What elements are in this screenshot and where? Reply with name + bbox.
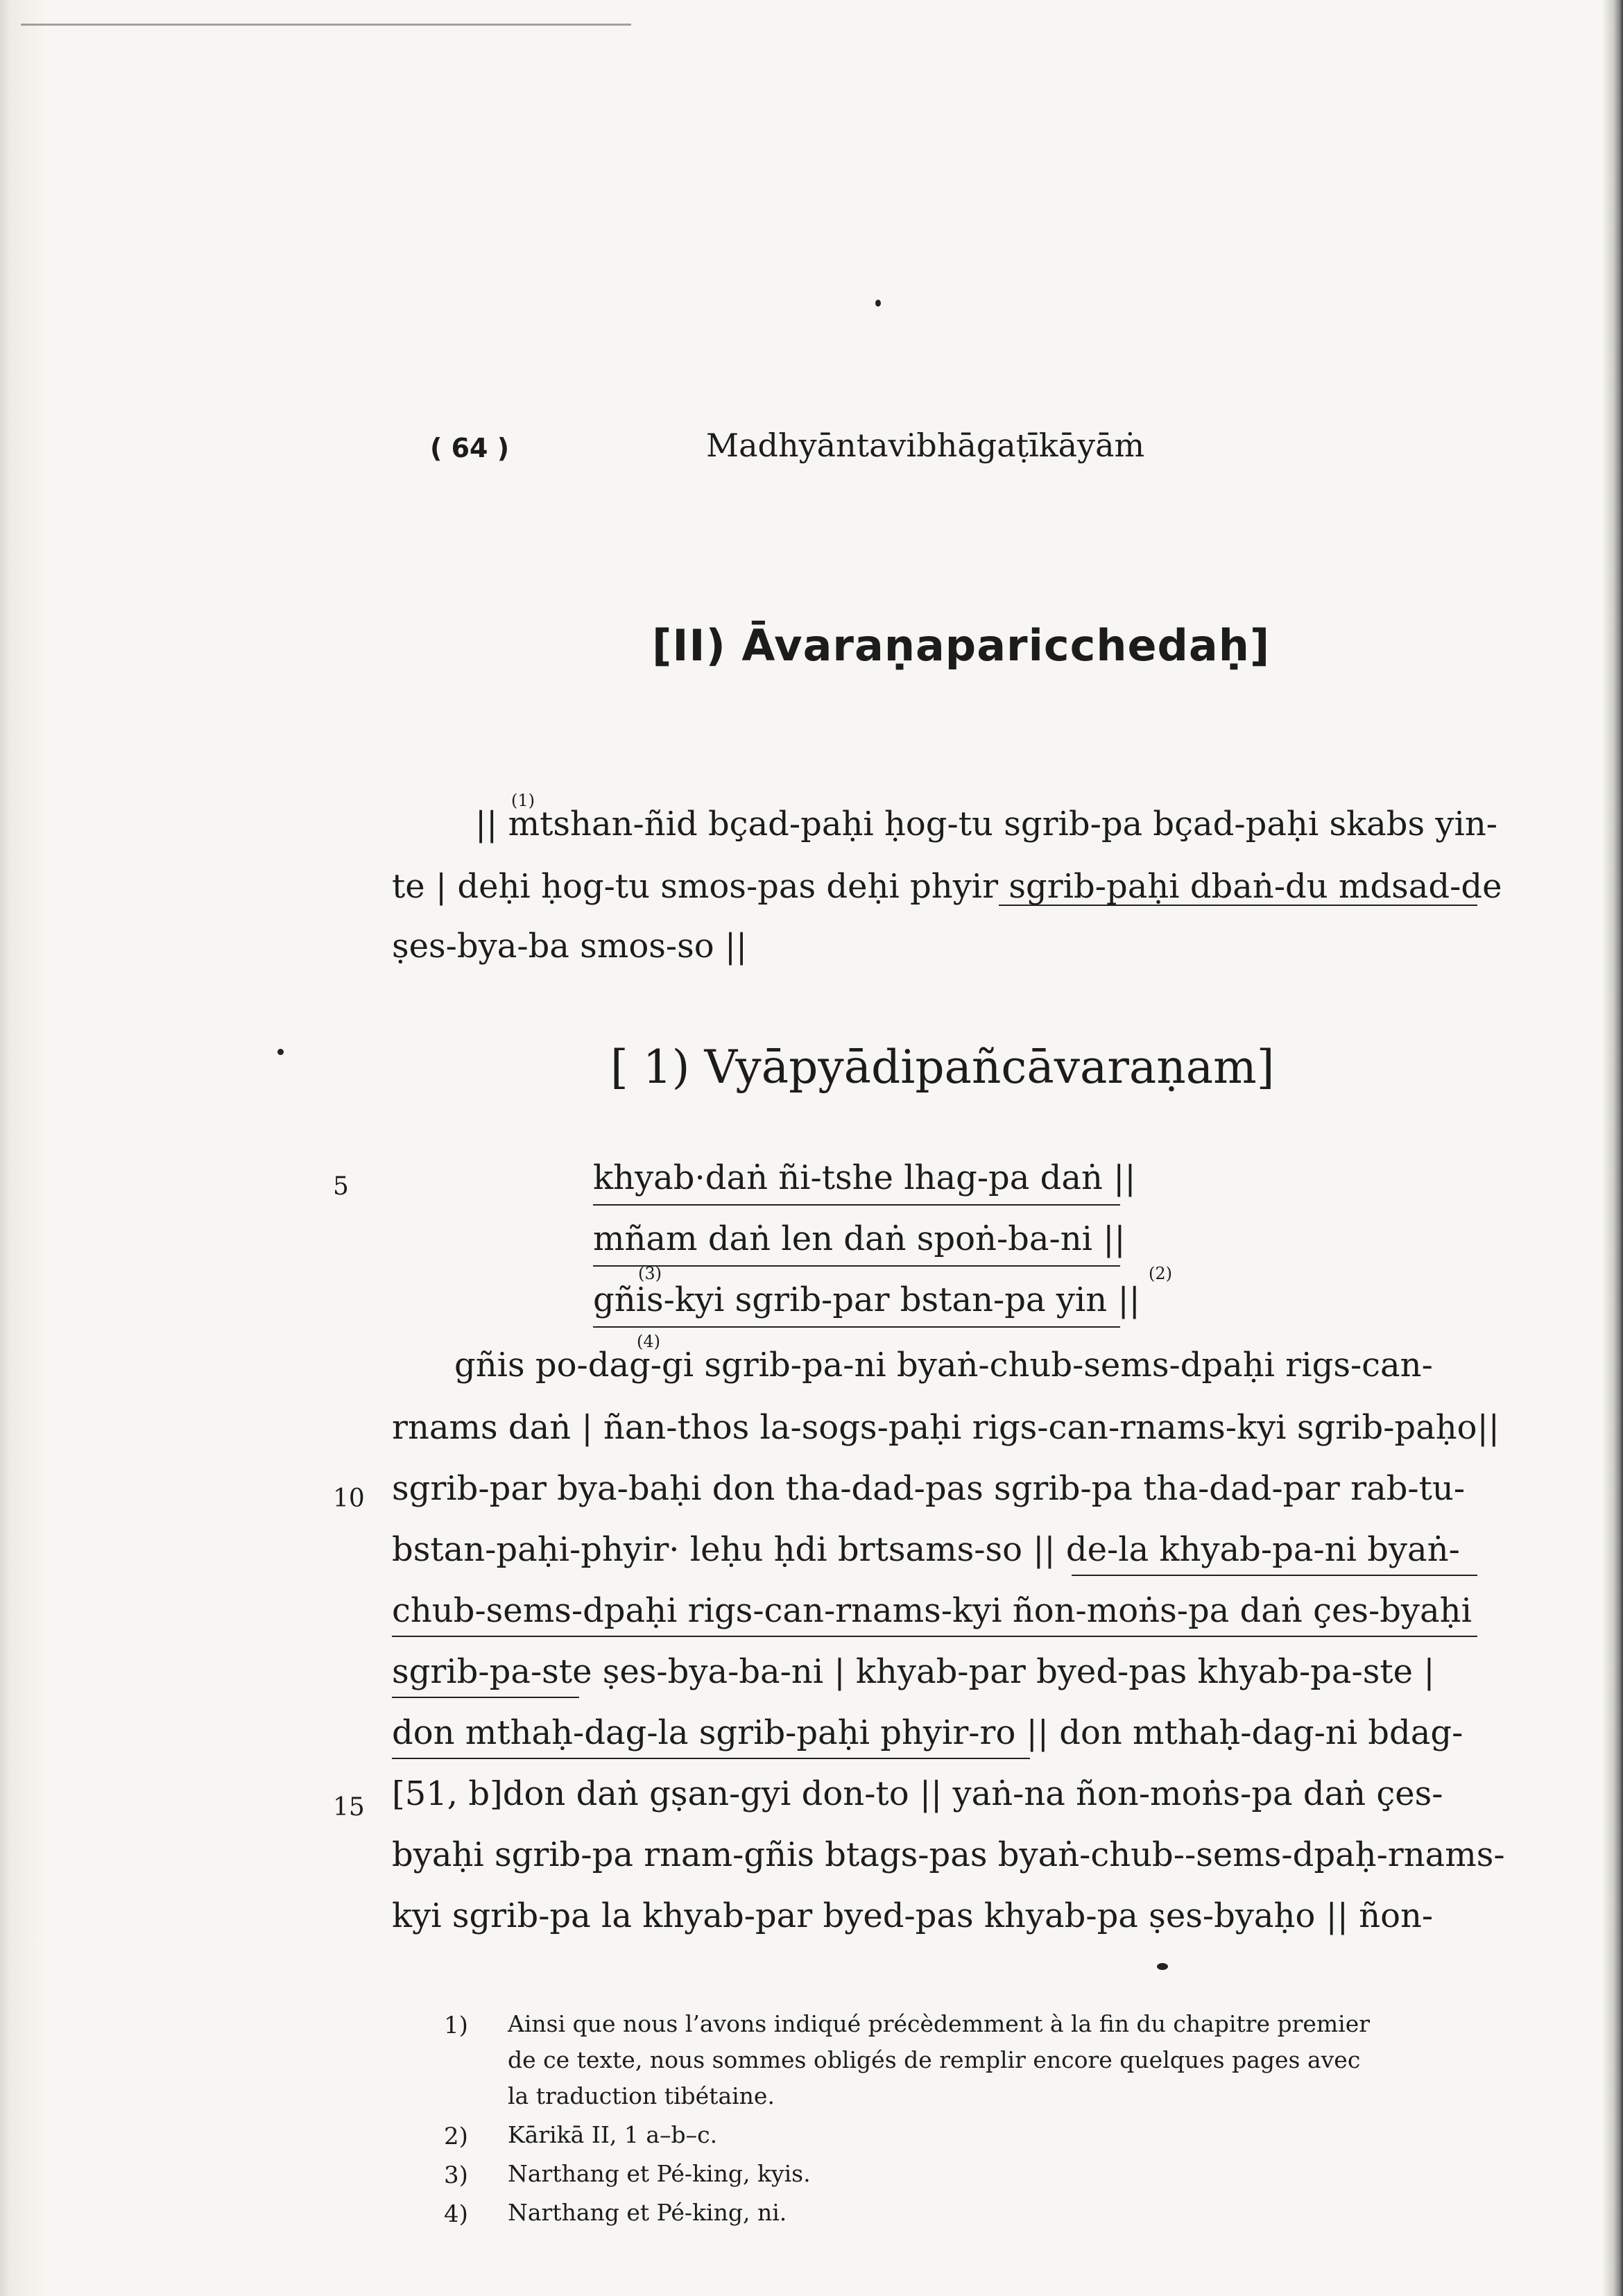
verse-line-1: khyab·daṅ ñi-tshe lhag-pa daṅ || [593, 1158, 1136, 1197]
scan-top-rule [21, 24, 631, 26]
line-number-5: 5 [333, 1172, 349, 1201]
section-title: [ 1) Vyāpyādipañcāvaraṇam] [610, 1040, 1275, 1094]
footnote-number-3: 3) [444, 2161, 468, 2189]
body-underline-3 [392, 1694, 579, 1698]
body-line-7: don mthaḥ-dag-la sgrib-paḥi phyir-ro || don mthaḥ-dag-ni bdag- [392, 1713, 1463, 1752]
intro-line-2-text: te | deḥi ḥog-tu smos-pas deḥi phyir sgrib-paḥi dbaṅ-du mdsad-de [392, 867, 1502, 906]
scan-speck [875, 300, 881, 307]
footnote-1-line-1: Ainsi que nous l’avons indiqué précèdemment à la fin du chapitre premier [508, 2010, 1371, 2037]
body-line-2: rnams daṅ | ñan-thos la-sogs-paḥi rigs-can-rnams-kyi sgrib-paḥo|| [392, 1408, 1500, 1447]
footnote-3-line-1: Narthang et Pé-king, kyis. [508, 2160, 811, 2187]
verse-line-2: mñam daṅ len daṅ spoṅ-ba-ni || [593, 1219, 1126, 1258]
chapter-title: [II) Āvaraṇaparicchedaḥ] [652, 620, 1271, 671]
footnote-mark-4: (4) [637, 1332, 660, 1351]
footnote-mark-1: (1) [511, 791, 535, 810]
intro-line-1: || mtshan-ñid bçad-paḥi ḥog-tu sgrib-pa bçad-paḥi skabs yin- [475, 805, 1498, 843]
verse-underline-1 [593, 1201, 1120, 1206]
line-number-10: 10 [333, 1484, 365, 1513]
scan-shadow-right [1602, 0, 1623, 2296]
page-number: ( 64 ) [430, 433, 510, 463]
footnote-1-line-3: la traduction tibétaine. [508, 2082, 775, 2109]
footnote-number-2: 2) [444, 2123, 468, 2150]
verse-line-3: gñis-kyi sgrib-par bstan-pa yin || [593, 1280, 1140, 1319]
running-title: Madhyāntavibhāgaṭīkāyāṁ [706, 427, 1145, 464]
intro-line-2 [392, 867, 1502, 906]
body-underline-4 [392, 1755, 1030, 1759]
intro-underline [999, 902, 1477, 906]
verse-underline-3 [593, 1323, 1120, 1328]
intro-line-3: ṣes-bya-ba smos-so || [392, 927, 748, 966]
scan-shadow-left [0, 0, 49, 2296]
footnote-mark-2: (2) [1149, 1264, 1172, 1283]
body-line-9: byaḥi sgrib-pa rnam-gñis btags-pas byaṅ-chub--sems-dpaḥ-rnams- [392, 1835, 1505, 1874]
body-underline-1 [1072, 1572, 1477, 1576]
body-line-10: kyi sgrib-pa la khyab-par byed-pas khyab-pa ṣes-byaḥo || ñon- [392, 1896, 1434, 1935]
line-number-15: 15 [333, 1793, 365, 1822]
verse-underline-2 [593, 1262, 1120, 1267]
body-line-8: [51, b]don daṅ gṣan-gyi don-to || yaṅ-na ñon-moṅs-pa daṅ çes- [392, 1774, 1443, 1813]
body-underline-2 [392, 1633, 1477, 1637]
scan-speck [277, 1049, 284, 1055]
footnote-1-line-2: de ce texte, nous sommes obligés de remplir encore quelques pages avec [508, 2046, 1361, 2073]
footnote-2-line-1: Kārikā II, 1 a–b–c. [508, 2121, 718, 2148]
footnote-number-4: 4) [444, 2200, 468, 2228]
body-line-1: gñis po-dag-gi sgrib-pa-ni byaṅ-chub-sems-dpaḥi rigs-can- [454, 1346, 1433, 1385]
body-line-5: chub-sems-dpaḥi rigs-can-rnams-kyi ñon-moṅs-pa daṅ çes-byaḥi [392, 1591, 1472, 1630]
footnote-number-1: 1) [444, 2012, 468, 2039]
body-line-3: sgrib-par bya-baḥi don tha-dad-pas sgrib-pa tha-dad-par rab-tu- [392, 1469, 1466, 1508]
footnote-4-line-1: Narthang et Pé-king, ni. [508, 2199, 787, 2226]
body-line-4: bstan-paḥi-phyir· leḥu ḥdi brtsams-so || de-la khyab-pa-ni byaṅ- [392, 1530, 1460, 1569]
scan-speck [1157, 1963, 1168, 1970]
body-line-6: sgrib-pa-ste ṣes-bya-ba-ni | khyab-par byed-pas khyab-pa-ste | [392, 1652, 1435, 1691]
footnote-mark-3: (3) [638, 1264, 662, 1283]
